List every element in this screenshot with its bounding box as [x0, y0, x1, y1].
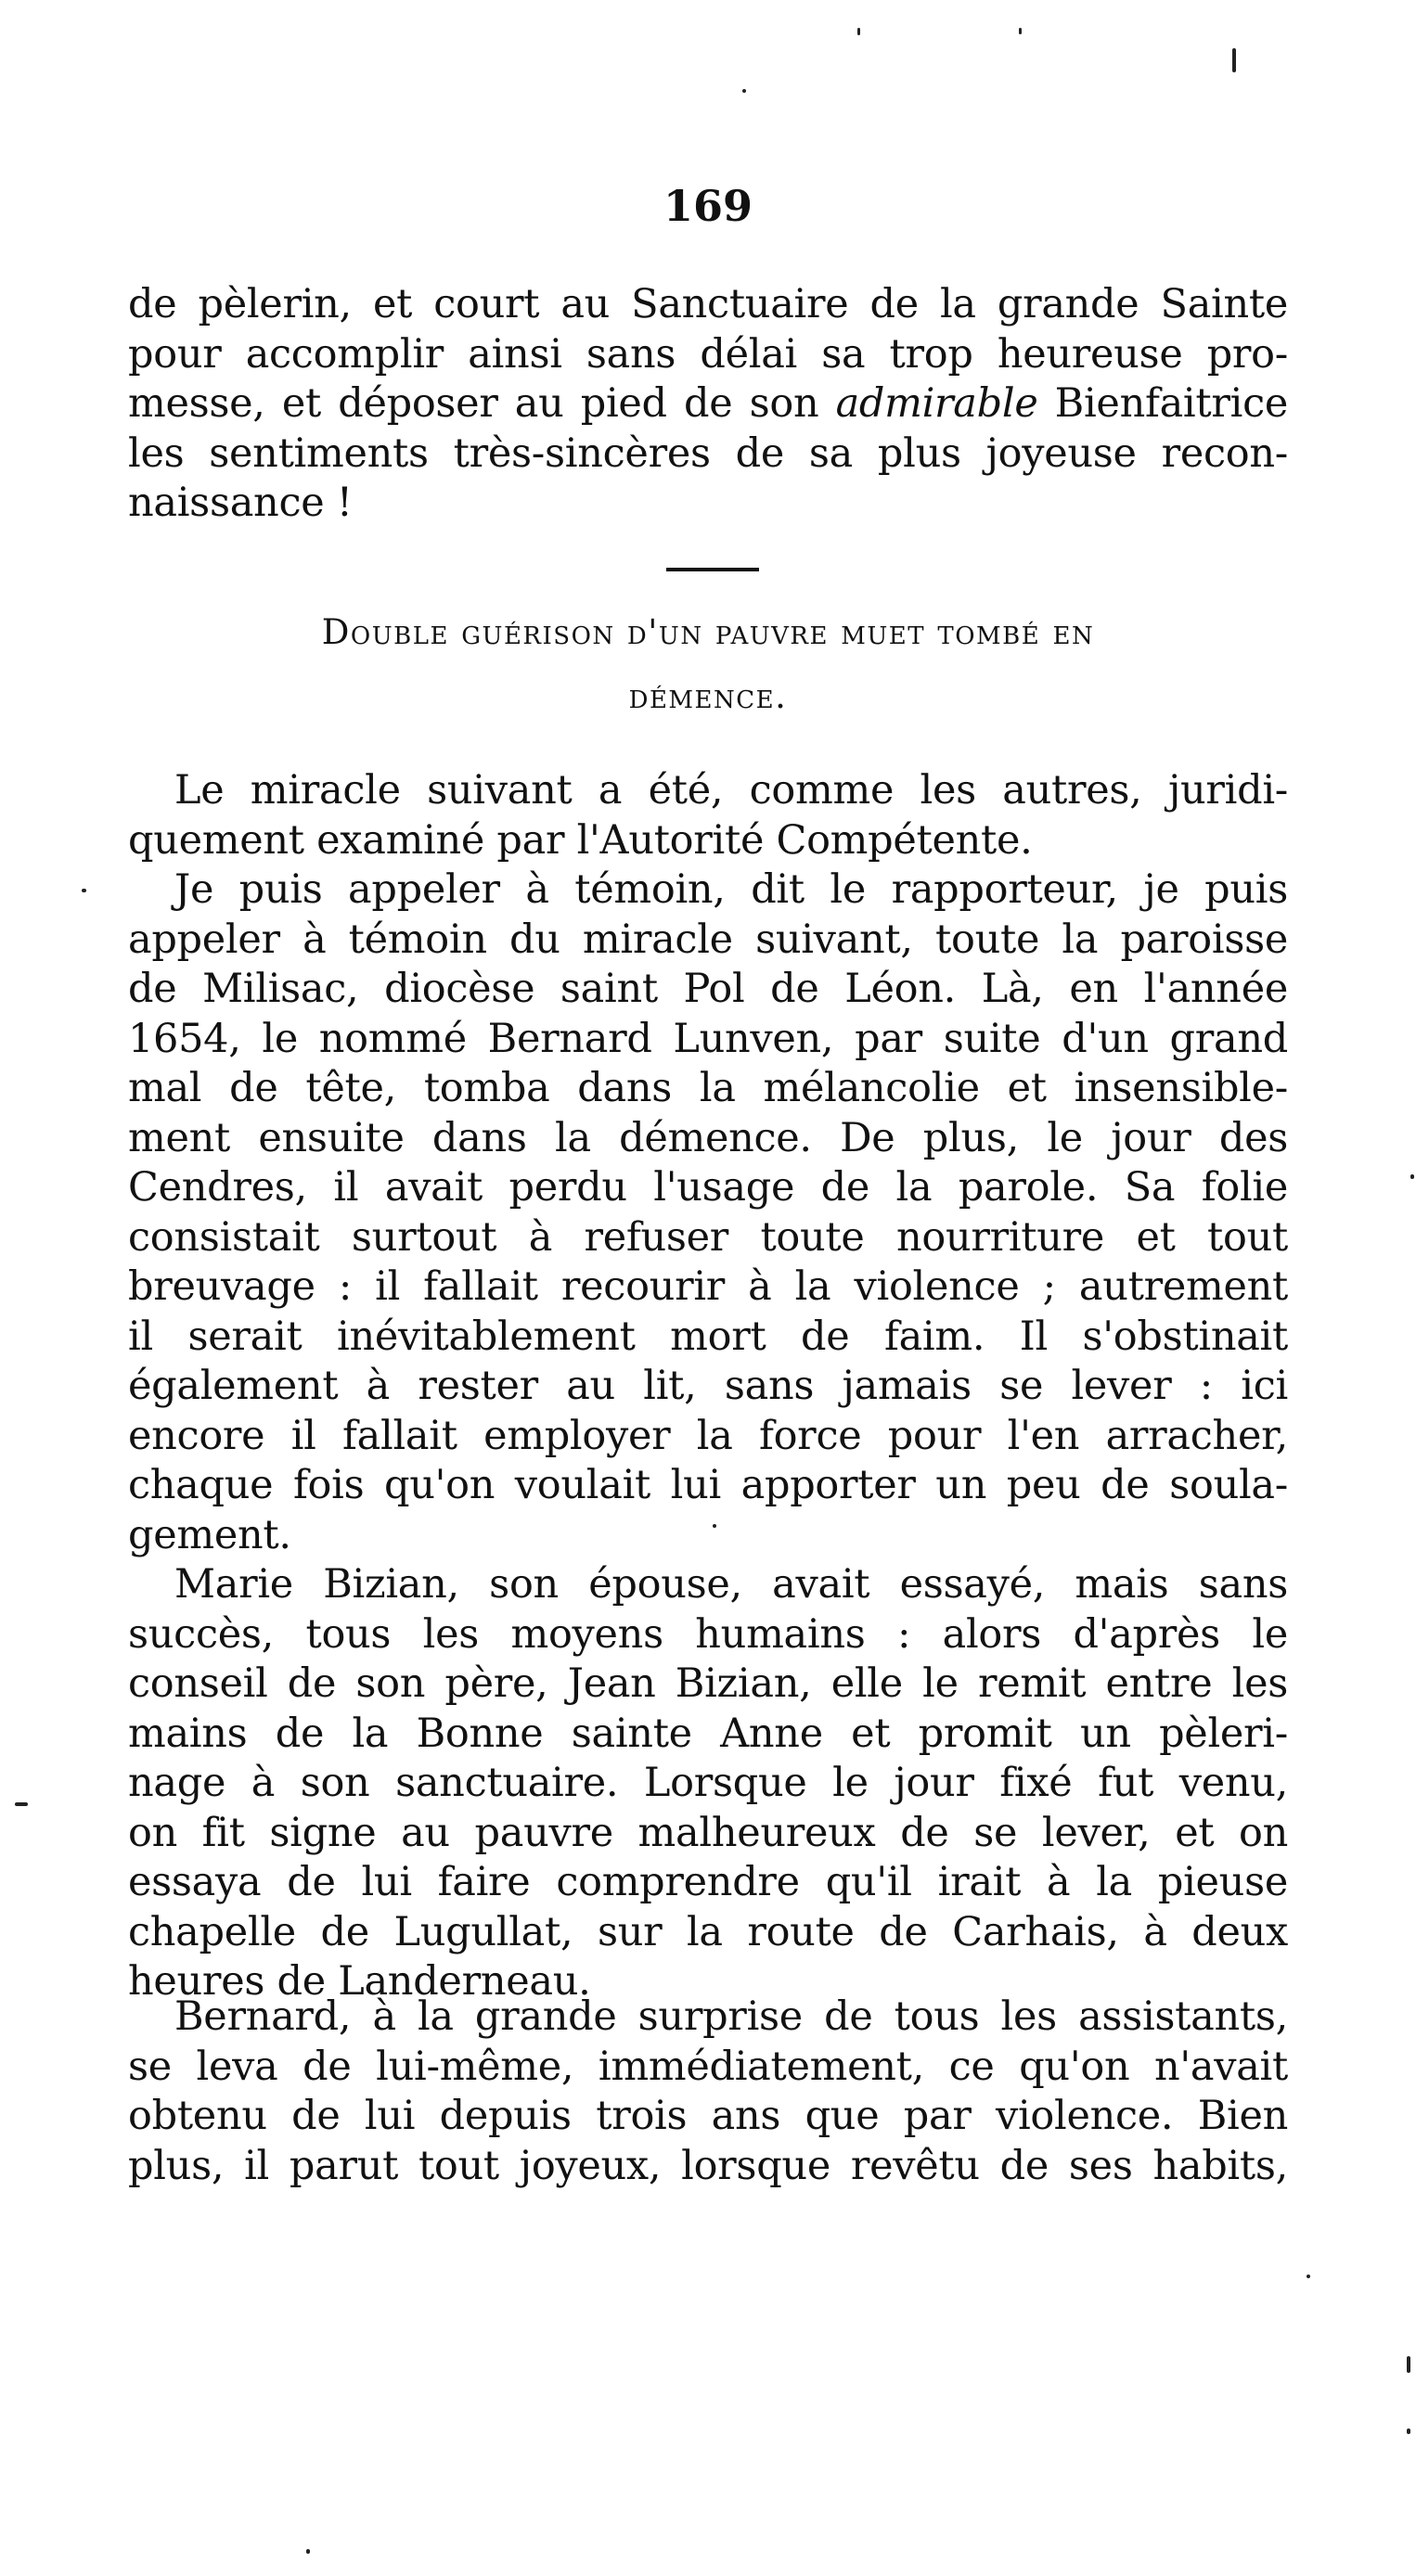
text-line: Le miracle suivant a été, comme les autres, juridi- [174, 767, 1288, 814]
scan-speck [857, 28, 860, 35]
scan-speck [742, 89, 746, 93]
text-line: essaya de lui faire comprendre qu'il irait à la pieuse [128, 1859, 1288, 1905]
paragraph-bernard [128, 1993, 1288, 2191]
scan-speck [713, 1524, 716, 1528]
scan-speck [1307, 2275, 1310, 2278]
text-line: ment ensuite dans la démence. De plus, le jour des [128, 1114, 1288, 1161]
text-line: chapelle de Lugullat, sur la route de Carhais, à deux [128, 1908, 1288, 1955]
scan-speck [82, 889, 86, 892]
text-line: quement examiné par l'Autorité Compétente. [128, 816, 1033, 864]
text-line: 1654, le nommé Bernard Lunven, par suite d'un grand [128, 1015, 1288, 1062]
paragraph-continuation [128, 280, 1288, 529]
text-line: messe, et déposer au pied de son admirable Bienfaitrice [128, 380, 1288, 427]
text-line: Marie Bizian, son épouse, avait essayé, mais sans [174, 1561, 1288, 1608]
text-line: il serait inévitablement mort de faim. Il s'obstinait [128, 1313, 1288, 1360]
scan-speck [306, 2549, 310, 2554]
text-line: appeler à témoin du miracle suivant, toute la paroisse [128, 916, 1288, 963]
paragraph-miracle [128, 766, 1288, 2007]
text-line: pour accomplir ainsi sans délai sa trop heureuse pro- [128, 330, 1288, 378]
text-line: Je puis appeler à témoin, dit le rapporteur, je puis [174, 866, 1288, 913]
page-number: 169 [663, 181, 753, 231]
text-line: succès, tous les moyens humains : alors d'après le [128, 1610, 1288, 1658]
text-line: de pèlerin, et court au Sanctuaire de la grande Sainte [128, 281, 1288, 327]
text-line: encore il fallait employer la force pour l'en arracher, [128, 1412, 1288, 1459]
text-line: se leva de lui-même, immédiatement, ce qu'on n'avait [128, 2043, 1288, 2090]
text-line: nage à son sanctuaire. Lorsque le jour fixé fut venu, [128, 1760, 1288, 1806]
heading-line-1: Double guérison d'un pauvre muet tombé en [321, 612, 1095, 652]
heading-line-2: démence. [628, 676, 788, 716]
text-line: chaque fois qu'on voulait lui apporter un peu de soula- [128, 1462, 1288, 1508]
scan-speck [1410, 1174, 1414, 1179]
text-line: mains de la Bonne sainte Anne et promit un pèleri- [128, 1710, 1288, 1757]
scan-speck [1407, 2429, 1410, 2434]
text-line: également à rester au lit, sans jamais se lever : ici [128, 1363, 1288, 1409]
scan-speck [1407, 2356, 1410, 2373]
scan-speck [15, 1802, 28, 1806]
text-line: obtenu de lui depuis trois ans que par violence. Bien [128, 2093, 1288, 2139]
text-line: Bernard, à la grande surprise de tous les assistants, [174, 1993, 1288, 2040]
text-line: consistait surtout à refuser toute nourriture et tout [128, 1213, 1288, 1261]
italic-word: admirable [835, 380, 1038, 427]
text-line: breuvage : il fallait recourir à la violence ; autrement [128, 1263, 1288, 1310]
text-line: plus, il parut tout joyeux, lorsque revêtu de ses habits, [128, 2142, 1288, 2189]
text-line: conseil de son père, Jean Bizian, elle le remit entre les [128, 1660, 1288, 1707]
text-line: gement. [128, 1511, 291, 1558]
text-line: les sentiments très-sincères de sa plus joyeuse recon- [128, 429, 1288, 477]
text-line: mal de tête, tomba dans la mélancolie et insensible- [128, 1065, 1288, 1111]
text-line: de Milisac, diocèse saint Pol de Léon. Là, en l'année [128, 966, 1288, 1012]
section-heading [128, 601, 1288, 729]
text-line: on fit signe au pauvre malheureux de se lever, et on [128, 1809, 1288, 1856]
section-divider [666, 568, 759, 571]
scan-speck [1019, 28, 1022, 34]
text-line: naissance ! [128, 480, 353, 526]
text-line: heures de Landerneau. [128, 1958, 591, 2005]
scan-speck [1232, 48, 1236, 72]
text-line: Cendres, il avait perdu l'usage de la parole. Sa folie [128, 1164, 1288, 1211]
